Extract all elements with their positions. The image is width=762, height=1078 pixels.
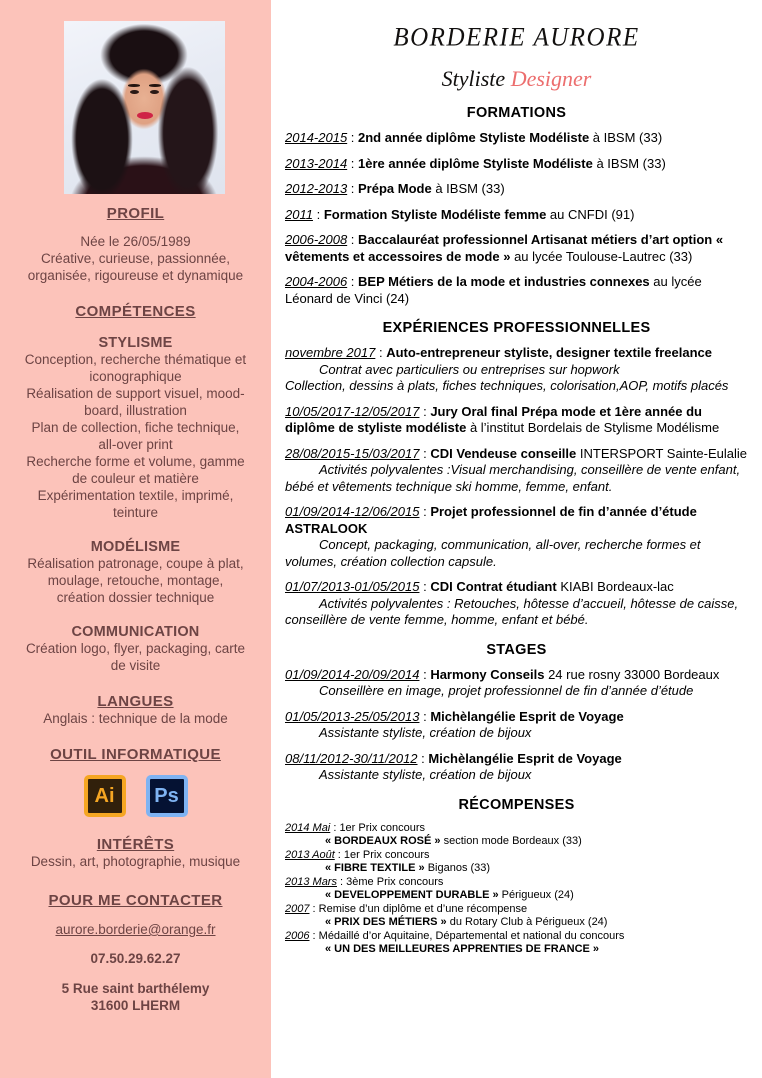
sidebar-heading-contact: POUR ME CONTACTER bbox=[48, 892, 223, 909]
profil-line-2: Créative, curieuse, passionnée, bbox=[40, 251, 231, 266]
cv-entry-separator: : bbox=[419, 708, 431, 724]
cv-entry-date: 2004-2006 bbox=[285, 274, 348, 289]
stylisme-line-1: Conception, recherche thématique et bbox=[24, 352, 247, 367]
communication-line-2: de visite bbox=[110, 658, 161, 673]
award-detail: 1er Prix concours bbox=[339, 821, 426, 834]
cv-entry-headline bbox=[285, 751, 748, 768]
cv-entry-title: Projet professionnel de fin d’année d’étude ASTRALOOK bbox=[285, 504, 697, 536]
award-entry bbox=[285, 903, 748, 930]
award-date: 2013 Mars bbox=[285, 875, 337, 888]
subtitle-role: Styliste bbox=[441, 66, 511, 91]
sidebar-heading-profil: PROFIL bbox=[106, 205, 165, 222]
cv-entry bbox=[285, 207, 748, 224]
cv-entry bbox=[285, 345, 748, 395]
profile-photo bbox=[64, 21, 225, 194]
cv-entry bbox=[285, 274, 748, 307]
photo-detail bbox=[150, 90, 159, 94]
cv-entry-detail: à IBSM (33) bbox=[592, 155, 666, 171]
adobe-illustrator-icon: Ai bbox=[84, 775, 126, 817]
section-heading-formations: FORMATIONS bbox=[466, 105, 567, 121]
cv-entry bbox=[285, 181, 748, 198]
cv-entry-detail: 24 rue rosny 33000 Bordeaux bbox=[544, 666, 720, 682]
award-detail: Remise d’un diplôme et d’une récompense bbox=[318, 902, 528, 915]
cv-entry-detail: à IBSM (33) bbox=[431, 181, 505, 196]
cv-entry bbox=[285, 156, 748, 173]
cv-entry-separator: : bbox=[375, 345, 387, 360]
cv-entry-headline bbox=[285, 181, 748, 198]
profil-line-3: organisée, rigoureuse et dynamique bbox=[27, 268, 244, 283]
award-date: 2014 Mai bbox=[285, 821, 331, 834]
cv-entry-headline bbox=[285, 667, 748, 684]
cv-entry bbox=[285, 446, 748, 496]
cv-entry-description: Assistante styliste, création de bijoux bbox=[319, 767, 532, 782]
cv-entry-headline bbox=[285, 232, 748, 265]
award-name: « FIBRE TEXTILE » bbox=[325, 862, 425, 874]
recompenses-list bbox=[285, 822, 748, 957]
stylisme-line-8: de couleur et matière bbox=[72, 471, 199, 486]
section-heading-experiences: EXPÉRIENCES PROFESSIONNELLES bbox=[382, 320, 651, 336]
cv-entry-date: 01/09/2014-12/06/2015 bbox=[285, 504, 420, 519]
stylisme-line-9: Expérimentation textile, imprimé, bbox=[37, 488, 234, 503]
photo-detail bbox=[149, 84, 161, 87]
stylisme-line-10: teinture bbox=[112, 505, 159, 520]
contact-address-line-1: 5 Rue saint barthélemy bbox=[61, 981, 210, 996]
modelisme-line-1: Réalisation patronage, coupe à plat, bbox=[27, 556, 244, 571]
award-subline bbox=[285, 835, 748, 849]
cv-entry-title: Michèlangélie Esprit de Voyage bbox=[430, 708, 624, 724]
cv-entry-headline bbox=[285, 579, 748, 596]
cv-entry-detail: KIABI Bordeaux-lac bbox=[556, 579, 674, 594]
cv-entry-date: 2014-2015 bbox=[285, 130, 348, 145]
cv-entry-headline bbox=[285, 345, 748, 362]
cv-entry-separator: : bbox=[419, 666, 431, 682]
cv-entry bbox=[285, 579, 748, 629]
cv-entry-date: 08/11/2012-30/11/2012 bbox=[285, 750, 418, 766]
cv-entry-title: Jury Oral final Prépa mode et 1ère année du diplôme de styliste modéliste bbox=[285, 403, 702, 435]
contact-address-line-2: 31600 LHERM bbox=[90, 998, 181, 1013]
stylisme-line-7: Recherche forme et volume, gamme bbox=[26, 454, 245, 469]
cv-entry-title: 2nd année diplôme Styliste Modéliste bbox=[358, 130, 590, 145]
cv-entry-date: 2011 bbox=[285, 206, 313, 222]
cv-entry-date: 28/08/2015-15/03/2017 bbox=[285, 445, 420, 461]
stylisme-line-4: board, illustration bbox=[84, 403, 187, 418]
award-place: Biganos (33) bbox=[424, 862, 491, 874]
award-detail: 1er Prix concours bbox=[343, 848, 430, 861]
cv-entry-title: CDI Contrat étudiant bbox=[430, 579, 557, 594]
cv-entry-description: Activités polyvalentes : Retouches, hôtesse d’accueil, hôtesse de caisse, conseillère de vente femme, homme, enfant et bébé. bbox=[285, 595, 739, 627]
cv-entry-description: Conseillère en image, projet professionnel de fin d’année d’étude bbox=[319, 683, 694, 698]
cv-entry-separator: : bbox=[419, 579, 431, 594]
cv-entry bbox=[285, 504, 748, 570]
software-tools-list bbox=[0, 775, 271, 817]
photo-detail bbox=[130, 90, 139, 94]
award-headline bbox=[285, 903, 748, 917]
stages-list bbox=[285, 667, 748, 784]
cv-entry-title: Prépa Mode bbox=[358, 181, 432, 196]
award-name: « DEVELOPPEMENT DURABLE » bbox=[325, 889, 499, 901]
sidebar-heading-interets: INTÉRÊTS bbox=[96, 836, 175, 853]
cv-entry bbox=[285, 404, 748, 437]
cv-entry-separator: : bbox=[347, 274, 359, 289]
cv-entry-title: Michèlangélie Esprit de Voyage bbox=[428, 750, 622, 766]
cv-entry-headline bbox=[285, 130, 748, 147]
cv-entry-headline bbox=[285, 504, 748, 537]
cv-entry-headline bbox=[285, 446, 748, 463]
stylisme-line-3: Réalisation de support visuel, mood- bbox=[26, 386, 245, 401]
cv-entry bbox=[285, 232, 748, 265]
award-subline bbox=[285, 889, 748, 903]
stylisme-line-2: iconographique bbox=[89, 369, 182, 384]
page-subtitle bbox=[285, 66, 748, 92]
cv-entry-detail: à l’institut Bordelais de Stylisme Modélisme bbox=[466, 420, 720, 435]
page-title: BORDERIE AURORE bbox=[393, 23, 640, 52]
cv-entry-separator: : bbox=[347, 232, 359, 247]
cv-entry-title: BEP Métiers de la mode et industries connexes bbox=[358, 274, 650, 289]
award-detail: Médaillé d’or Aquitaine, Départemental et national du concours bbox=[318, 929, 625, 942]
cv-entry-headline bbox=[285, 709, 748, 726]
modelisme-line-2: moulage, retouche, montage, bbox=[47, 573, 224, 588]
cv-entry-detail: à IBSM (33) bbox=[589, 130, 663, 145]
cv-entry-date: 01/09/2014-20/09/2014 bbox=[285, 666, 420, 682]
cv-entry bbox=[285, 709, 748, 742]
sidebar-heading-outil-informatique: OUTIL INFORMATIQUE bbox=[50, 746, 221, 763]
sidebar bbox=[0, 0, 271, 1078]
cv-entry-headline bbox=[285, 156, 748, 173]
cv-entry-title: 1ère année diplôme Styliste Modéliste bbox=[358, 155, 593, 171]
photo-detail bbox=[137, 112, 153, 119]
award-separator: : bbox=[309, 902, 319, 915]
photo-detail bbox=[128, 84, 140, 87]
award-entry bbox=[285, 876, 748, 903]
cv-entry-description: Contrat avec particuliers ou entreprises sur hopwork bbox=[319, 361, 620, 377]
award-subline bbox=[285, 862, 748, 876]
modelisme-line-3: création dossier technique bbox=[56, 590, 215, 605]
cv-entry-title: Baccalauréat professionnel Artisanat métiers d’art option « vêtements et accessoires de mode » bbox=[285, 232, 724, 264]
cv-entry-headline bbox=[285, 207, 748, 224]
award-entry bbox=[285, 930, 748, 957]
cv-entry-title: Harmony Conseils bbox=[430, 666, 545, 682]
cv-entry bbox=[285, 667, 748, 700]
experiences-list bbox=[285, 345, 748, 629]
contact-email[interactable]: aurore.borderie@orange.fr bbox=[55, 922, 216, 937]
cv-entry-separator: : bbox=[312, 206, 324, 222]
award-place: section mode Bordeaux (33) bbox=[440, 835, 582, 847]
award-entry bbox=[285, 849, 748, 876]
cv-entry-separator: : bbox=[419, 504, 431, 519]
award-entry bbox=[285, 822, 748, 849]
cv-entry-separator: : bbox=[347, 130, 359, 145]
competence-group-title-modelisme: MODÉLISME bbox=[90, 539, 181, 555]
interets-line-1: Dessin, art, photographie, musique bbox=[30, 854, 241, 869]
award-name: « PRIX DES MÉTIERS » bbox=[325, 916, 447, 928]
cv-entry-separator: : bbox=[419, 445, 431, 461]
award-headline bbox=[285, 849, 748, 863]
award-date: 2013 Août bbox=[285, 848, 335, 861]
cv-entry-date: 2006-2008 bbox=[285, 232, 348, 247]
cv-entry-date: 10/05/2017-12/05/2017 bbox=[285, 403, 420, 419]
main-content bbox=[271, 0, 762, 1078]
cv-entry-detail: au lycée Léonard de Vinci (24) bbox=[285, 274, 702, 306]
cv-entry-date: 01/07/2013-01/05/2015 bbox=[285, 579, 420, 594]
cv-entry bbox=[285, 751, 748, 784]
cv-entry-headline bbox=[285, 274, 748, 307]
photo-portrait bbox=[64, 21, 225, 194]
cv-entry-detail: au CNFDI (91) bbox=[546, 206, 635, 222]
cv-entry-description: Activités polyvalentes :Visual merchandising, conseillère de vente enfant, bébé et vêtements technique ski homme, femme, enfant. bbox=[285, 462, 741, 494]
stylisme-line-5: Plan de collection, fiche technique, bbox=[31, 420, 240, 435]
award-headline bbox=[285, 822, 748, 836]
award-headline bbox=[285, 876, 748, 890]
stylisme-line-6: all-over print bbox=[98, 437, 173, 452]
cv-entry-date: novembre 2017 bbox=[285, 345, 376, 360]
cv-entry-date: 01/05/2013-25/05/2013 bbox=[285, 708, 420, 724]
cv-entry-title: Auto-entrepreneur styliste, designer textile freelance bbox=[386, 345, 713, 360]
subtitle-role-accent: Designer bbox=[510, 66, 592, 91]
award-subline bbox=[285, 916, 748, 930]
competence-group-title-stylisme: STYLISME bbox=[98, 335, 173, 351]
award-separator: : bbox=[336, 875, 347, 888]
cv-entry-separator: : bbox=[417, 750, 429, 766]
competence-group-title-communication: COMMUNICATION bbox=[71, 624, 200, 640]
award-subline bbox=[285, 943, 748, 957]
cv-entry-separator: : bbox=[347, 155, 359, 171]
award-date: 2007 bbox=[285, 902, 310, 915]
cv-entry-description: Assistante styliste, création de bijoux bbox=[319, 725, 532, 740]
section-heading-recompenses: RÉCOMPENSES bbox=[458, 796, 575, 813]
communication-line-1: Création logo, flyer, packaging, carte bbox=[25, 641, 246, 656]
award-date: 2006 bbox=[285, 929, 310, 942]
cv-entry-detail: au lycée Toulouse-Lautrec (33) bbox=[510, 248, 693, 264]
contact-phone: 07.50.29.62.27 bbox=[90, 951, 181, 966]
cv-entry-detail: INTERSPORT Sainte-Eulalie bbox=[576, 445, 748, 461]
cv-entry-separator: : bbox=[347, 181, 359, 196]
formations-list bbox=[285, 130, 748, 307]
sidebar-heading-competences: COMPÉTENCES bbox=[75, 303, 196, 320]
adobe-photoshop-icon: Ps bbox=[146, 775, 188, 817]
cv-entry bbox=[285, 130, 748, 147]
cv-entry-title: Formation Styliste Modéliste femme bbox=[323, 206, 547, 222]
sidebar-heading-langues: LANGUES bbox=[97, 693, 174, 710]
cv-entry-date: 2013-2014 bbox=[285, 155, 348, 171]
cv-entry-description: Collection, dessins à plats, fiches techniques, colorisation,AOP, motifs placés bbox=[285, 378, 729, 393]
award-headline bbox=[285, 930, 748, 944]
award-separator: : bbox=[309, 929, 319, 942]
award-place: Périgueux (24) bbox=[498, 889, 574, 901]
cv-entry-title: CDI Vendeuse conseille bbox=[430, 445, 577, 461]
cv-entry-date: 2012-2013 bbox=[285, 181, 348, 196]
section-heading-stages: STAGES bbox=[486, 641, 547, 658]
cv-entry-headline bbox=[285, 404, 748, 437]
award-name: « UN DES MEILLEURES APPRENTIES DE FRANCE » bbox=[325, 943, 600, 955]
cv-entry-separator: : bbox=[419, 403, 431, 419]
award-name: « BORDEAUX ROSÉ » bbox=[325, 835, 441, 847]
award-separator: : bbox=[330, 821, 340, 834]
langues-line-1: Anglais : technique de la mode bbox=[43, 711, 228, 726]
award-separator: : bbox=[334, 848, 344, 861]
cv-entry-description: Concept, packaging, communication, all-over, recherche formes et volumes, création collection capsule. bbox=[285, 537, 701, 569]
award-detail: 3ème Prix concours bbox=[346, 875, 444, 888]
award-place: du Rotary Club à Périgueux (24) bbox=[446, 916, 608, 928]
profil-line-1: Née le 26/05/1989 bbox=[80, 234, 191, 249]
